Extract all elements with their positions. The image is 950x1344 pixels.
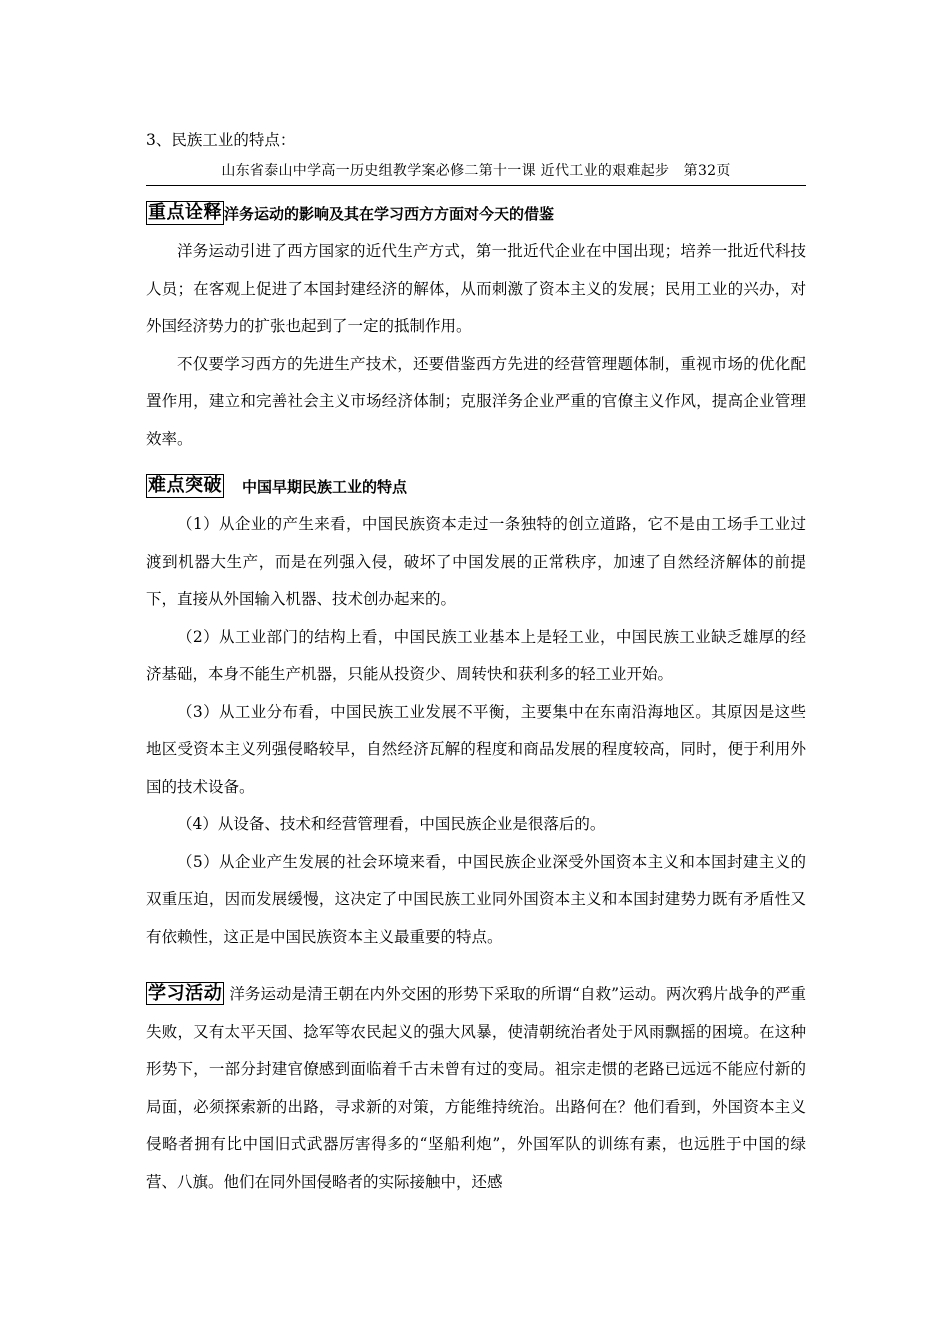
activity-text: 洋务运动是清王朝在内外交困的形势下采取的所谓“自救”运动。两次鸦片战争的严重失败，又有太平天国、捻军等农民起义的强大风暴，使清朝统治者处于风雨飘摇的困境。在这种形势下，一部分封建官僚感到面临着千古未曾有过的变局。祖宗走惯的老路已远远不能应付新的局面，必须探索新的出路，寻求新的对策，方能维持统治。出路何在？他们看到，外国资本主义侵略者拥有比中国旧式武器厉害得多的“坚船利炮”，外国军队的训练有素，也远胜于中国的绿营、八旗。他们在同外国侵略者的实际接触中，还感 — [146, 985, 807, 1191]
section-tag: 重点诠释 — [148, 202, 222, 223]
item-heading: 3、民族工业的特点： — [146, 131, 296, 149]
header-rule — [146, 185, 806, 186]
section-heading — [146, 473, 806, 499]
paragraph: 不仅要学习西方的先进生产技术，还要借鉴西方先进的经营管理题体制，重视市场的优化配置作用，建立和完善社会主义市场经济体制；克服洋务企业严重的官僚主义作风，提高企业管理效率。 — [146, 354, 806, 448]
section-title: 中国早期民族工业的特点 — [242, 477, 408, 496]
section-tag: 难点突破 — [148, 475, 222, 496]
paragraph — [146, 976, 806, 1201]
section-difficult-points — [146, 473, 806, 956]
section-key-points — [146, 200, 806, 458]
section-learning-activity — [146, 976, 806, 1201]
list-item: （3）从工业分布看，中国民族工业发展不平衡，主要集中在东南沿海地区。其原因是这些地区受资本主义列强侵略较早，自然经济瓦解的程度和商品发展的程度较高，同时，便于利用外国的技术设备。 — [146, 702, 806, 796]
paragraph: 洋务运动引进了西方国家的近代生产方式，第一批近代企业在中国出现；培养一批近代科技人员；在客观上促进了本国封建经济的解体，从而刺激了资本主义的发展；民用工业的兴办，对外国经济势力的扩张也起到了一定的抵制作用。 — [146, 242, 806, 335]
list-item: （4）从设备、技术和经营管理看，中国民族企业是很落后的。 — [177, 815, 606, 833]
section-heading — [146, 200, 806, 226]
section-title: 洋务运动的影响及其在学习西方方面对今天的借鉴 — [224, 204, 555, 223]
section-tag: 学习活动 — [148, 983, 223, 1004]
list-item: （5）从企业产生发展的社会环境来看，中国民族企业深受外国资本主义和本国封建主义的双重压迫，因而发展缓慢，这决定了中国民族工业同外国资本主义和本国封建势力既有矛盾性又有依赖性，这正是中国民族资本主义最重要的特点。 — [146, 852, 806, 946]
list-item: （2）从工业部门的结构上看，中国民族工业基本上是轻工业，中国民族工业缺乏雄厚的经济基础，本身不能生产机器，只能从投资少、周转快和获利多的轻工业开始。 — [146, 627, 806, 683]
list-item: （1）从企业的产生来看，中国民族资本走过一条独特的创立道路，它不是由工场手工业过渡到机器大生产，而是在列强入侵，破坏了中国发展的正常秩序，加速了自然经济解体的前提下，直接从外国输入机器、技术创办起来的。 — [146, 515, 806, 608]
page-header: 山东省泰山中学高一历史组教学案必修二第十一课 近代工业的艰难起步 第32页 — [221, 163, 731, 179]
